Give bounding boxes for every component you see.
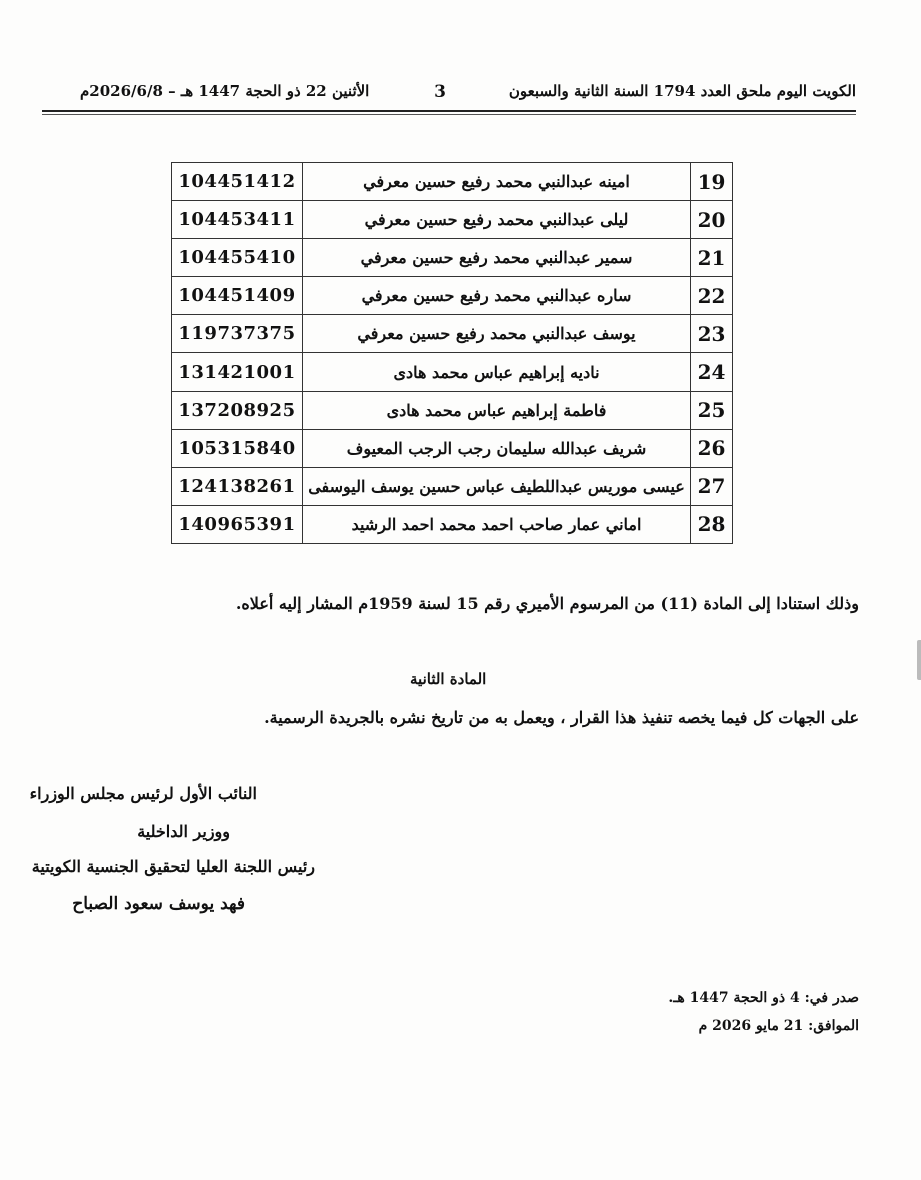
issued-date-gregorian: الموافق: 21 مايو 2026 م	[698, 1018, 859, 1034]
row-number: 23	[691, 315, 733, 353]
table-row	[172, 239, 733, 277]
table-row	[172, 391, 733, 429]
civil-id: 104451412	[172, 163, 303, 201]
header-rule-thin	[42, 114, 856, 115]
names-table	[171, 162, 733, 544]
table-row	[172, 201, 733, 239]
row-number: 24	[691, 353, 733, 391]
civil-id: 137208925	[172, 391, 303, 429]
person-name: اماني عمار صاحب احمد محمد احمد الرشيد	[302, 505, 690, 543]
page-edge-mark	[917, 640, 921, 680]
person-name: شريف عبدالله سليمان رجب الرجب المعيوف	[302, 429, 690, 467]
person-name: سمير عبدالنبي محمد رفيع حسين معرفي	[302, 239, 690, 277]
publication-info: الكويت اليوم ملحق العدد 1794 السنة الثانية والسبعون	[508, 82, 856, 100]
legal-basis-paragraph: وذلك استنادا إلى المادة (11) من المرسوم الأميري رقم 15 لسنة 1959م المشار إليه أعلاه.	[235, 594, 859, 613]
person-name: فاطمة إبراهيم عباس محمد هادى	[302, 391, 690, 429]
page-header	[42, 78, 856, 108]
row-number: 20	[691, 201, 733, 239]
person-name: ليلى عبدالنبي محمد رفيع حسين معرفي	[302, 201, 690, 239]
table-row	[172, 277, 733, 315]
person-name: ساره عبدالنبي محمد رفيع حسين معرفي	[302, 277, 690, 315]
row-number: 25	[691, 391, 733, 429]
signatory-title-1: النائب الأول لرئيس مجلس الوزراء	[29, 784, 257, 803]
issued-date-hijri: صدر في: 4 ذو الحجة 1447 هـ.	[668, 990, 859, 1006]
header-rule	[42, 110, 856, 112]
civil-id: 119737375	[172, 315, 303, 353]
person-name: يوسف عبدالنبي محمد رفيع حسين معرفي	[302, 315, 690, 353]
person-name: امينه عبدالنبي محمد رفيع حسين معرفي	[302, 163, 690, 201]
civil-id: 105315840	[172, 429, 303, 467]
civil-id: 104451409	[172, 277, 303, 315]
table-row	[172, 315, 733, 353]
article-title: المادة الثانية	[410, 670, 487, 688]
row-number: 22	[691, 277, 733, 315]
civil-id: 104453411	[172, 201, 303, 239]
signatory-title-3: رئيس اللجنة العليا لتحقيق الجنسية الكويتية	[31, 857, 315, 876]
signatory-name: فهد يوسف سعود الصباح	[72, 894, 245, 914]
civil-id: 124138261	[172, 467, 303, 505]
table-row	[172, 163, 733, 201]
civil-id: 104455410	[172, 239, 303, 277]
row-number: 27	[691, 467, 733, 505]
table-row	[172, 505, 733, 543]
table-row	[172, 467, 733, 505]
person-name: ناديه إبراهيم عباس محمد هادى	[302, 353, 690, 391]
table-row	[172, 429, 733, 467]
page-number: 3	[434, 82, 446, 102]
table-row	[172, 353, 733, 391]
civil-id: 140965391	[172, 505, 303, 543]
row-number: 21	[691, 239, 733, 277]
row-number: 19	[691, 163, 733, 201]
civil-id: 131421001	[172, 353, 303, 391]
execution-paragraph: على الجهات كل فيما يخصه تنفيذ هذا القرار ، ويعمل به من تاريخ نشره بالجريدة الرسمية.	[264, 708, 859, 727]
row-number: 28	[691, 505, 733, 543]
person-name: عيسى موريس عبداللطيف عباس حسين يوسف اليوسفى	[302, 467, 690, 505]
signatory-title-2: ووزير الداخلية	[137, 822, 230, 841]
issue-date: الأثنين 22 ذو الحجة 1447 هـ – 2026/6/8م	[80, 82, 370, 100]
row-number: 26	[691, 429, 733, 467]
